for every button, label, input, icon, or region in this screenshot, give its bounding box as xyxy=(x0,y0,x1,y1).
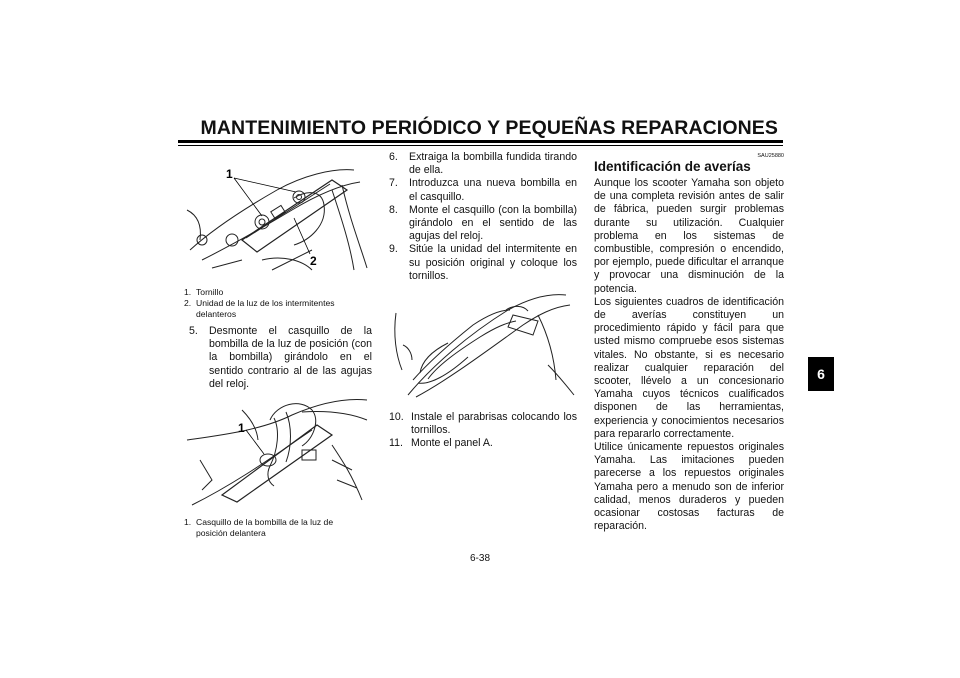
steps-top xyxy=(389,151,577,283)
section-heading: Identificación de averías xyxy=(594,159,751,174)
turn-signal-unit-figure xyxy=(182,150,372,274)
page-number: 6-38 xyxy=(469,553,490,564)
step-5: 5. Desmonte el casquillo de la bombilla de la luz de posición (con la bombilla) girándolo en el sentido contrario al de las agujas del reloj. xyxy=(189,325,372,390)
title-rule-thin xyxy=(178,145,783,146)
caption-item: 2. Unidad de la luz de los intermitentes delanteros xyxy=(184,298,335,319)
figure2-caption xyxy=(184,517,364,539)
figure1-callout-2: 2 xyxy=(310,254,317,268)
position-light-socket-figure xyxy=(182,390,372,510)
page-title: MANTENIMIENTO PERIÓDICO Y PEQUEÑAS REPARACIONES xyxy=(200,117,778,139)
step-6: 6. Extraiga la bombilla fundida tirando de ella. xyxy=(389,151,577,177)
section-code: SAU25880 xyxy=(757,153,784,159)
step-7: 7. Introduzca una nueva bombilla en el casquillo. xyxy=(389,177,577,203)
figure1-caption xyxy=(184,287,364,320)
step-11: 11. Monte el panel A. xyxy=(389,437,493,450)
step-8: 8. Monte el casquillo (con la bombilla) girándolo en el sentido de las agujas del reloj. xyxy=(389,203,577,243)
step-9: 9. Sitúe la unidad del intermitente en su posición original y coloque los tornillos. xyxy=(389,243,577,282)
step-10: 10. Instale el parabrisas colocando los tornillos. xyxy=(389,411,577,437)
figure2-callout-1: 1 xyxy=(238,421,245,435)
figure1-callout-1: 1 xyxy=(226,167,233,181)
title-rule xyxy=(178,140,783,143)
paragraph: Utilice únicamente repuestos originales Yamaha. Las imitaciones pueden parecerse a los repuestos originales Yamaha pero a menudo son de inferior calidad, menos duraderos y pueden ocasionar costosas facturas de reparación. xyxy=(594,441,784,533)
troubleshooting-text xyxy=(594,177,784,533)
paragraph: Aunque los scooter Yamaha son objeto de una completa revisión antes de salir de fábrica, pueden surgir problemas durante su utilización. Cualquier problema en los sistemas de combustible, compresión o encendido, por ejemplo, puede dificultar el arranque y provocar una disminución de la potencia. xyxy=(594,177,784,295)
caption-item: 1. Tornillo xyxy=(184,287,224,297)
steps-bottom xyxy=(389,411,577,451)
chapter-tab: 6 xyxy=(808,357,834,391)
caption-item: 1. Casquillo de la bombilla de la luz de posición delantera xyxy=(184,517,334,538)
paragraph: Los siguientes cuadros de identificación de averías constituyen un procedimiento rápido y fácil para que usted mismo compruebe esos sistemas vitales. No obstante, si es necesario realizar cualquier reparación del scooter, llévelo a un concesionario Yamaha cuyos técnicos cualificados disponen de las herramientas, experiencia y conocimientos necesarios para repararlo correctamente. xyxy=(594,295,784,440)
windshield-cover-figure xyxy=(388,285,578,405)
